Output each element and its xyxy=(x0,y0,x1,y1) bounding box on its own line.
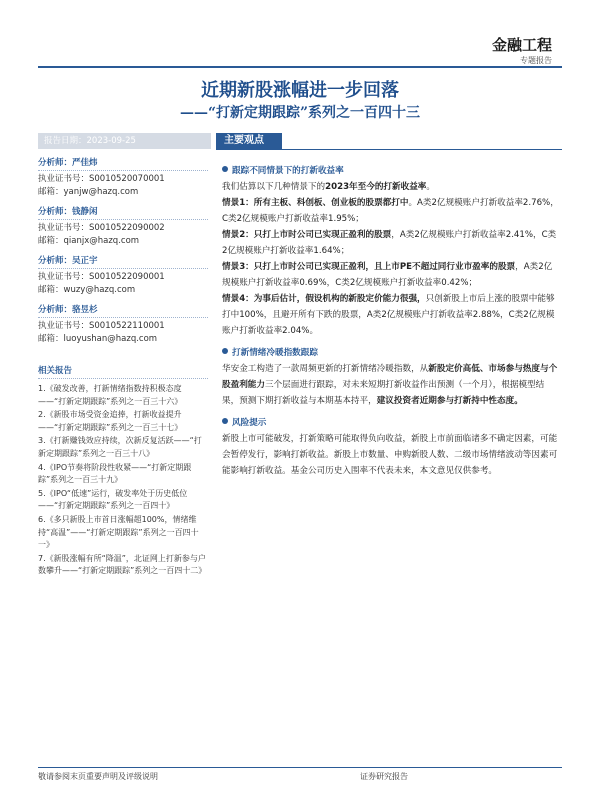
related-reports-title: 相关报告 xyxy=(38,364,208,379)
analyst-name: 分析师：吴正宇 xyxy=(38,254,208,269)
analyst-name: 分析师：骆昱杉 xyxy=(38,303,208,318)
text: 三个层面进行跟踪，对未来短期打新收益作出预测（一个月），根据模型结果，预测下期打新收益与本期基本持平， xyxy=(222,380,545,406)
analyst-name: 分析师：严佳炜 xyxy=(38,156,208,171)
bullet-icon xyxy=(222,348,228,354)
heading-text: 跟踪不同情景下的打新收益率 xyxy=(232,166,344,176)
scenario-3 xyxy=(222,259,560,291)
scenario-1 xyxy=(222,195,560,227)
section-bar xyxy=(216,133,562,150)
main-points-column xyxy=(222,160,560,485)
analyst-email[interactable]: 邮箱：luoyushan@hazq.com xyxy=(38,334,158,344)
bold-text: 新股定价高低、市场参与热度与个股盈利能力 xyxy=(222,364,558,390)
section-tracking-returns xyxy=(222,163,560,339)
header-rule xyxy=(38,66,562,68)
related-report-item[interactable]: 5.《IPO“低速”运行，破发率处于历史低位——“打新定期跟踪”系列之一百四十》 xyxy=(38,488,188,511)
section-tab-main-points: 主要观点 xyxy=(216,133,282,149)
related-report-item[interactable]: 7.《新股涨幅有所“降温”，北证网上打新参与户数攀升——“打新定期跟踪”系列之一百四十二》 xyxy=(38,553,207,576)
text: 只创新股上市后上涨的股票中能够打中100%，且避开所有下跌的股票，A类2亿规模账户打新收益率2.88%，C类2亿规模账户打新收益率2.04%。 xyxy=(222,294,555,336)
text: 。 xyxy=(426,182,436,192)
related-report-item[interactable]: 4.《IPO节奏将阶段性收紧——“打新定期跟踪”系列之一百三十九》 xyxy=(38,462,192,485)
analyst-block xyxy=(38,156,208,199)
header-subtitle: 专题报告 xyxy=(520,56,552,65)
left-column xyxy=(38,150,208,579)
analyst-email[interactable]: 邮箱：wuzy@hazq.com xyxy=(38,285,136,295)
paragraph: 新股上市可能破发，打新策略可能取得负向收益，新股上市前面临诸多不确定因素，可能会暂停发行，影响打新收益。新股上市数量、申购新股人数、二级市场情绪波动等因素可能影响打新收益。基金公司历史入围率不代表未来，本文意见仅供参考。 xyxy=(222,434,558,476)
text: ，A类2亿规模账户打新收益率0.69%，C类2亿规模账户打新收益率0.42%； xyxy=(222,262,553,288)
bullet-icon xyxy=(222,166,228,172)
paragraph xyxy=(222,361,560,409)
section-risk xyxy=(222,415,560,479)
text: 华安金工构造了一款周频更新的打新情绪冷暖指数，从 xyxy=(222,364,429,374)
analyst-name: 分析师：钱静闲 xyxy=(38,205,208,220)
paragraph xyxy=(222,179,560,195)
analyst-email[interactable]: 邮箱：yanjw@hazq.com xyxy=(38,187,139,197)
text: 我们估算以下几种情景下的 xyxy=(222,182,326,192)
report-title: 近期新股涨幅进一步回落 xyxy=(201,80,399,101)
bold-text: 建议投资者近期参与打新持中性态度。 xyxy=(376,396,523,406)
related-report-item[interactable]: 1.《破发改善，打新情绪指数持积极态度——“打新定期跟踪”系列之一百三十六》 xyxy=(38,384,183,406)
analyst-email[interactable]: 邮箱：qianjx@hazq.com xyxy=(38,236,140,246)
heading-text: 风险提示 xyxy=(232,418,267,428)
analyst-cert: 执业证书号：S0010522090002 xyxy=(38,223,165,233)
related-report-item[interactable]: 2.《新股市场受资金追捧，打新收益提升——“打新定期跟踪”系列之一百三十七》 xyxy=(38,410,183,432)
footer-report-type: 证券研究报告 xyxy=(360,772,408,781)
analyst-cert: 执业证书号：S0010522090001 xyxy=(38,272,165,282)
bullet-icon xyxy=(222,418,228,424)
heading-text: 打新情绪冷暖指数跟踪 xyxy=(232,348,318,358)
related-report-item[interactable]: 6.《多只新股上市首日涨幅超100%，情绪维持“高温”——“打新定期跟踪”系列之一百四十一》 xyxy=(38,514,199,550)
section-heading xyxy=(222,415,560,431)
bold-text: 情景2：只打上市时公司已实现正盈利的股票 xyxy=(222,230,392,240)
footer-rule xyxy=(38,767,562,768)
scenario-4 xyxy=(222,291,560,339)
analyst-cert: 执业证书号：S0010520070001 xyxy=(38,174,165,184)
related-report-item[interactable]: 3.《打新赚钱效应持续，次新反复活跃——“打新定期跟踪”系列之一百三十八》 xyxy=(38,436,202,458)
report-date-bar: 报告日期：2023-09-25 xyxy=(38,133,211,149)
analyst-block xyxy=(38,303,208,346)
analyst-cert: 执业证书号：S0010522110001 xyxy=(38,321,165,331)
analyst-block xyxy=(38,205,208,248)
text: 。A类2亿规模账户打新收益率2.76%，C类2亿规模账户打新收益率1.95%； xyxy=(222,198,559,224)
scenario-2 xyxy=(222,227,560,259)
bold-text: 情景3：只打上市时公司已实现正盈利，且上市PE不超过同行业市盈率的股票 xyxy=(222,262,516,272)
bold-text: 情景4：为事后估计，假设机构的新股定价能力很强， xyxy=(222,294,426,304)
related-reports-list xyxy=(38,383,208,578)
section-sentiment-index xyxy=(222,345,560,409)
analyst-block xyxy=(38,254,208,297)
text: ，A类2亿规模账户打新收益率2.41%，C类2亿规模账户打新收益率1.64%； xyxy=(222,230,557,256)
section-heading xyxy=(222,163,560,179)
report-subtitle: ——“打新定期跟踪”系列之一百四十三 xyxy=(179,105,421,121)
footer-disclaimer: 敬请参阅末页重要声明及评级说明 xyxy=(38,772,158,781)
bold-text: 情景1：所有主板、科创板、创业板的股票都打中 xyxy=(222,198,409,208)
bold-text: 2023年至今的打新收益率 xyxy=(325,182,427,192)
header-brand: 金融工程 xyxy=(491,36,552,54)
section-heading xyxy=(222,345,560,361)
